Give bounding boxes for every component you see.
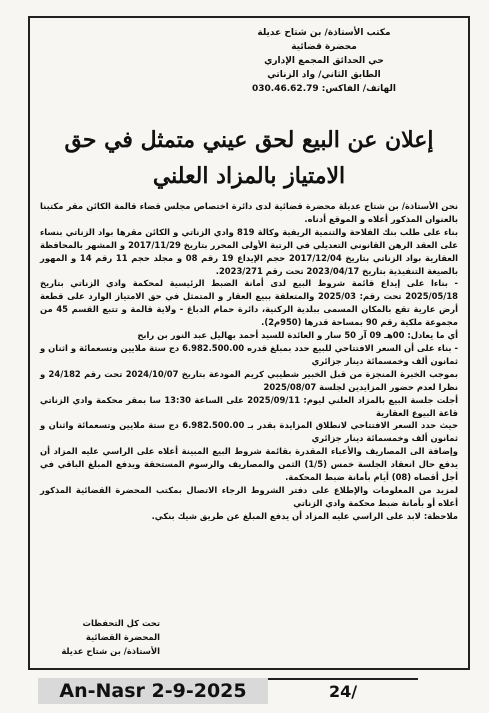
office-address-2: الطابق الثاني/ واد الزناتي bbox=[267, 70, 381, 80]
page-footer bbox=[0, 676, 489, 706]
paragraph-conditions: - بناءا على إيداع قائمة شروط البيع لدى أمانة الضبط الرئيسية لمحكمة وادي الزناتي بتاريخ 2025/05/18 تحت رقم: 2025/03 والمتعلقة ببيع العقار و المتمثل في حق الامتياز الوارد على قطعة أرض عارية تقع بالمكان المسمى ببلدية الركنية، دائرة حمام الدباغ - ولاية قالمة و تتبع القسم 45 من مجموعة ملكية رقم 90 بمساحة قدرها (950م2). bbox=[40, 278, 458, 328]
paragraph-opening-price: حيث حدد السعر الافتتاحي لانطلاق المزايدة بقدر بـ 6.982.500.00 دج ستة ملايين وتسعمائة واثنان و ثمانون ألف وخمسمائة دينار جزائري bbox=[40, 420, 458, 444]
paragraph-fees: وإضافة الى المصاريف والأعباء المقدرة بقائمة شروط البيع المبينة أعلاه على الراسي عليه المزاد أن يدفع حال انعقاد الجلسة خمس (1/5) الثمن والمصاريف والرسوم المستحقة ويدفع المبلغ الباقي في أجل أقصاه (08) أيام بأمانة ضبط المحكمة. bbox=[40, 446, 458, 483]
paragraph-session: أجلت جلسة البيع بالمزاد العلني ليوم: 2025/09/11 على الساعة 13:30 سا بمقر محكمة وادي الزناتي قاعة البيوع العقارية bbox=[40, 394, 458, 418]
announcement-frame bbox=[28, 16, 470, 670]
paragraph-expertise: بموجب الخبرة المنجزة من قبل الخبير شطيبي كريم المودعة بتاريخ 2024/10/07 تحت رقم 24/182 و نظرا لعدم حضور المزايدين لجلسة 2025/08/07 bbox=[40, 368, 458, 392]
title-line-1: إعلان عن البيع لحق عيني متمثل في حق bbox=[64, 127, 434, 153]
announcement-title bbox=[42, 122, 456, 194]
office-phone: الهاتف/ الفاكس: 030.46.62.79 bbox=[252, 84, 396, 94]
signature-block bbox=[40, 616, 160, 658]
signature-name: الأستاذة/ بن شتاح عديلة bbox=[61, 646, 160, 656]
signature-role: المحضرة القضائية bbox=[85, 632, 160, 642]
paragraph-intro: نحن الأستاذة/ بن شتاح عديلة محضرة قضائية لدى دائرة اختصاص مجلس قضاء قالمة الكائن مقر مكتبنا بالعنوان المذكور أعلاه و الموقع أدناه. bbox=[40, 201, 458, 224]
page-number: 24/ bbox=[268, 678, 418, 704]
paragraph-request: بناء على طلب بنك الفلاحة والتنمية الريفية وكالة 819 وادي الزناتي و الكائن مقرها بواد الزناتي بنساء على العقد الرهن القانوني التعديلي في الرتبة الأولى المحرر بتاريخ 2017/11/29 و المشهر بالمحافظة العقارية بواد الزناتي بتاريخ 2017/12/04 حجم الإيداع 19 رقم 08 و مجلد حجم 11 رقم 14 و المهور بالصيغة التنفيذية بتاريخ 2023/04/17 تحت رقم 2023/271. bbox=[40, 226, 459, 276]
footer-date: An-Nasr 2-9-2025 bbox=[38, 678, 268, 704]
office-name: مكتب الأستاذة/ بن شتاح عديلة bbox=[257, 28, 391, 38]
paragraph-info: لمزيد من المعلومات والإطلاع على دفتر الشروط الرجاء الاتصال بمكتب المحضرة القضائية المذكور أعلاه أو بأمانة ضبط محكمة وادي الزناتي bbox=[40, 484, 458, 508]
office-header bbox=[194, 26, 454, 96]
title-line-2: الامتياز بالمزاد العلني bbox=[152, 163, 346, 189]
office-role: محضرة قضائية bbox=[291, 42, 357, 52]
paragraph-area: أي ما يعادل: 00هـ 09 آر 50 سار و العائدة للسيد أحمد بهاليل عبد النور بن رابح bbox=[137, 330, 458, 341]
paragraph-note: ملاحظة: لابد على الراسي عليه المزاد أن يدفع المبلغ عن طريق شيك بنكي. bbox=[151, 510, 458, 521]
signature-reservations: تحت كل التحفظات bbox=[82, 618, 160, 628]
office-address-1: حي الحدائق المجمع الإداري bbox=[264, 56, 384, 66]
announcement-body bbox=[40, 200, 458, 523]
paragraph-price: - بناء على أن السعر الافتتاحي للبيع حدد بمبلغ قدره 6.982.500.00 دج ستة ملايين وتسعمائة و اثنان و ثمانون ألف وخمسمائة دينار جزائري bbox=[40, 342, 458, 366]
